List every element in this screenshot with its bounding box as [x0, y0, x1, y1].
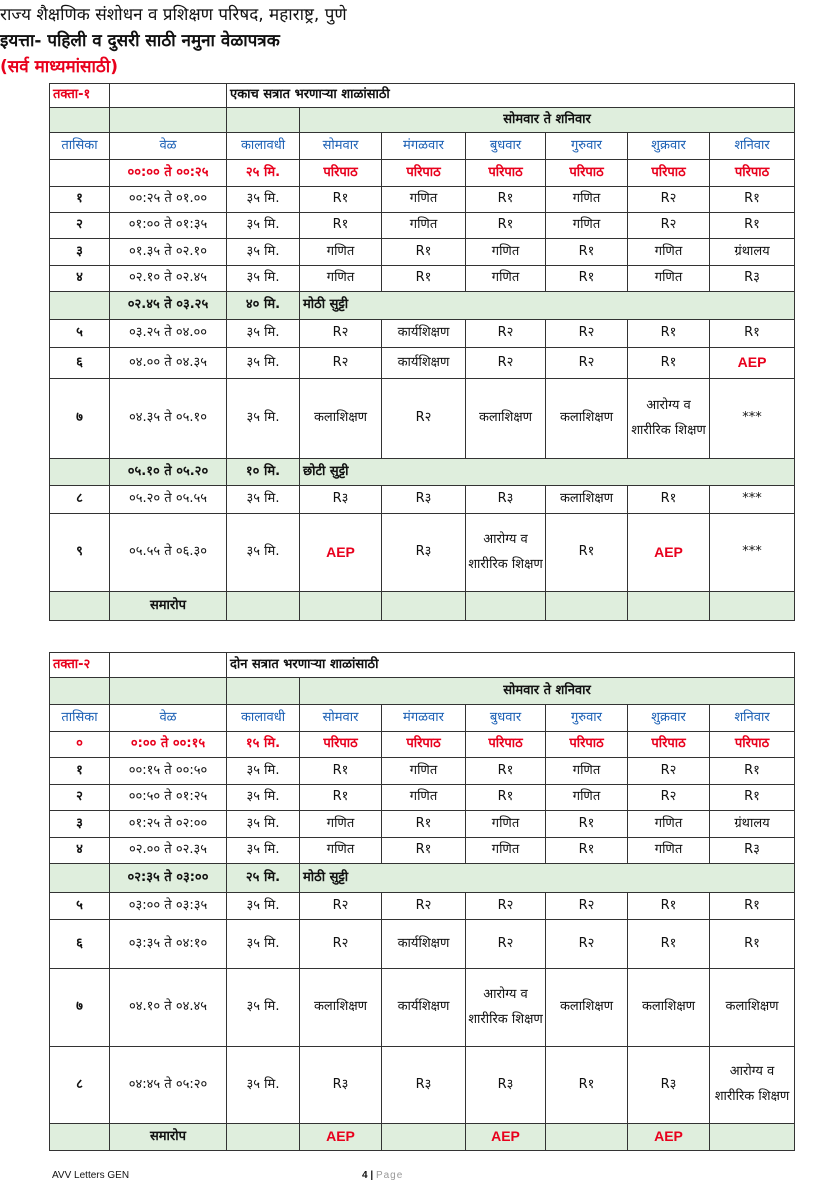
cell: आरोग्य व शारीरिक शिक्षण: [628, 379, 710, 459]
period-duration: १५ मि.: [227, 732, 300, 758]
period-duration: ३५ मि.: [227, 514, 300, 592]
cell: R१: [466, 187, 546, 213]
cell: गणित: [628, 838, 710, 864]
period-time: ०३.२५ ते ०४.००: [110, 320, 227, 348]
cell: R२: [546, 920, 628, 969]
table-row: [50, 758, 795, 785]
cell: R२: [382, 893, 466, 920]
period-duration: ३५ मि.: [227, 758, 300, 785]
cell: कलाशिक्षण: [546, 486, 628, 514]
period-no: १: [50, 187, 110, 213]
cell: गणित: [300, 239, 382, 266]
cell: R१: [628, 320, 710, 348]
cell-aep: AEP: [628, 514, 710, 592]
period-duration: ३५ मि.: [227, 486, 300, 514]
cell: R२: [628, 213, 710, 239]
closing-row: [50, 1124, 795, 1151]
cell: R२: [546, 348, 628, 379]
page-word: Page: [375, 1170, 404, 1181]
break-time: ०२.४५ ते ०३.२५: [110, 292, 227, 320]
col-header: कालावधी: [227, 705, 300, 732]
cell: गणित: [466, 266, 546, 292]
period-time: ०:०० ते ००:१५: [110, 732, 227, 758]
period-time: ०४.०० ते ०४.३५: [110, 348, 227, 379]
period-no: ३: [50, 239, 110, 266]
cell: कलाशिक्षण: [710, 969, 795, 1047]
period-time: ०५.२० ते ०५.५५: [110, 486, 227, 514]
cell: R३: [300, 486, 382, 514]
cell: गणित: [628, 266, 710, 292]
table-row: [50, 160, 795, 187]
cell: R२: [628, 758, 710, 785]
cell-aep: AEP: [300, 1124, 382, 1151]
period-duration: ३५ मि.: [227, 379, 300, 459]
closing-label: समारोप: [110, 1124, 227, 1151]
cell: R२: [300, 920, 382, 969]
cell: गणित: [546, 785, 628, 811]
period-time: ०३:३५ ते ०४:१०: [110, 920, 227, 969]
col-header: बुधवार: [466, 705, 546, 732]
col-header: तासिका: [50, 133, 110, 160]
period-duration: ३५ मि.: [227, 811, 300, 838]
cell: R३: [382, 486, 466, 514]
cell: परिपाठ: [382, 160, 466, 187]
period-no: ६: [50, 348, 110, 379]
cell: ***: [710, 379, 795, 459]
cell: R२: [466, 893, 546, 920]
cell: कलाशिक्षण: [628, 969, 710, 1047]
table-row: [50, 486, 795, 514]
period-duration: ३५ मि.: [227, 213, 300, 239]
cell: R१: [628, 920, 710, 969]
break-row: [50, 459, 795, 486]
table-row: [50, 838, 795, 864]
period-time: ०१:०० ते ०१:३५: [110, 213, 227, 239]
cell: गणित: [466, 811, 546, 838]
break-duration: ४० मि.: [227, 292, 300, 320]
period-time: ०१:२५ ते ०२:००: [110, 811, 227, 838]
col-header: सोमवार: [300, 133, 382, 160]
col-header: मंगळवार: [382, 705, 466, 732]
cell: R३: [710, 266, 795, 292]
cell: कलाशिक्षण: [546, 969, 628, 1047]
cell: R३: [382, 1047, 466, 1124]
cell: R१: [300, 785, 382, 811]
cell: कार्यशिक्षण: [382, 969, 466, 1047]
table-row: [50, 348, 795, 379]
cell: R१: [546, 1047, 628, 1124]
cell: परिपाठ: [628, 732, 710, 758]
col-header: गुरुवार: [546, 705, 628, 732]
cell: परिपाठ: [300, 160, 382, 187]
period-time: ००:०० ते ००:२५: [110, 160, 227, 187]
cell: R१: [546, 838, 628, 864]
cell: गणित: [466, 239, 546, 266]
cell: परिपाठ: [466, 160, 546, 187]
table-tag: तक्ता-१: [50, 84, 110, 108]
break-row: [50, 864, 795, 893]
break-label: मोठी सुट्टी: [300, 864, 795, 893]
cell: R२: [382, 379, 466, 459]
cell: गणित: [628, 239, 710, 266]
cell: गणित: [546, 213, 628, 239]
cell-aep: AEP: [710, 348, 795, 379]
table-row: [50, 785, 795, 811]
period-no: [50, 160, 110, 187]
cell: आरोग्य व शारीरिक शिक्षण: [466, 969, 546, 1047]
col-header: बुधवार: [466, 133, 546, 160]
break-time: ०२:३५ ते ०३:००: [110, 864, 227, 893]
cell: गणित: [628, 811, 710, 838]
cell: R२: [628, 187, 710, 213]
cell: कलाशिक्षण: [466, 379, 546, 459]
cell: परिपाठ: [546, 732, 628, 758]
break-duration: २५ मि.: [227, 864, 300, 893]
closing-label: समारोप: [110, 592, 227, 621]
footer-label: AVV Letters GEN: [52, 1170, 130, 1181]
period-no: ०: [50, 732, 110, 758]
table-row: [50, 732, 795, 758]
col-header: सोमवार: [300, 705, 382, 732]
cell: R१: [710, 758, 795, 785]
cell: R१: [710, 320, 795, 348]
cell: R१: [628, 486, 710, 514]
days-span: सोमवार ते शनिवार: [300, 108, 795, 133]
cell: परिपाठ: [710, 160, 795, 187]
cell: R१: [300, 213, 382, 239]
table-row: [50, 514, 795, 592]
break-label: मोठी सुट्टी: [300, 292, 795, 320]
cell: परिपाठ: [710, 732, 795, 758]
col-header: शनिवार: [710, 705, 795, 732]
timetable-1: [49, 83, 795, 621]
cell: कलाशिक्षण: [300, 379, 382, 459]
cell: R१: [710, 893, 795, 920]
cell: R१: [546, 266, 628, 292]
cell: परिपाठ: [466, 732, 546, 758]
page-number-value: 4: [362, 1170, 368, 1181]
period-time: ००:५० ते ०१:२५: [110, 785, 227, 811]
period-time: ०५.५५ ते ०६.३०: [110, 514, 227, 592]
period-duration: ३५ मि.: [227, 920, 300, 969]
period-duration: ३५ मि.: [227, 1047, 300, 1124]
period-duration: २५ मि.: [227, 160, 300, 187]
col-header: शनिवार: [710, 133, 795, 160]
cell: गणित: [546, 758, 628, 785]
col-header: वेळ: [110, 705, 227, 732]
cell: R२: [466, 320, 546, 348]
cell: परिपाठ: [546, 160, 628, 187]
period-duration: ३५ मि.: [227, 838, 300, 864]
break-duration: १० मि.: [227, 459, 300, 486]
table-tag: तक्ता-२: [50, 653, 110, 678]
cell: R३: [466, 1047, 546, 1124]
cell: ***: [710, 486, 795, 514]
period-duration: ३५ मि.: [227, 893, 300, 920]
cell: R१: [382, 239, 466, 266]
period-no: ४: [50, 266, 110, 292]
period-duration: ३५ मि.: [227, 320, 300, 348]
period-duration: ३५ मि.: [227, 348, 300, 379]
cell: परिपाठ: [300, 732, 382, 758]
cell: R१: [628, 893, 710, 920]
header-title: इयत्ता- पहिली व दुसरी साठी नमुना वेळापत्रक: [0, 31, 280, 51]
period-time: ०४.३५ ते ०५.१०: [110, 379, 227, 459]
closing-row: [50, 592, 795, 621]
cell: R२: [466, 348, 546, 379]
period-time: ०१.३५ ते ०२.१०: [110, 239, 227, 266]
cell: R१: [710, 213, 795, 239]
cell: ग्रंथालय: [710, 811, 795, 838]
cell: R१: [466, 785, 546, 811]
page-number: [362, 1170, 403, 1181]
table-title: एकाच सत्रात भरणाऱ्या शाळांसाठी: [227, 84, 795, 108]
period-no: २: [50, 785, 110, 811]
header-org: राज्य शैक्षणिक संशोधन व प्रशिक्षण परिषद, महाराष्ट्र, पुणे: [0, 5, 347, 25]
header-subtitle: (सर्व माध्यमांसाठी): [0, 57, 118, 77]
period-duration: ३५ मि.: [227, 969, 300, 1047]
period-duration: ३५ मि.: [227, 785, 300, 811]
cell: R१: [382, 838, 466, 864]
period-no: ८: [50, 486, 110, 514]
period-no: ७: [50, 969, 110, 1047]
period-no: १: [50, 758, 110, 785]
cell: गणित: [382, 785, 466, 811]
col-header: वेळ: [110, 133, 227, 160]
cell: R१: [710, 785, 795, 811]
period-no: ३: [50, 811, 110, 838]
period-time: ०२.१० ते ०२.४५: [110, 266, 227, 292]
days-span: सोमवार ते शनिवार: [300, 678, 795, 705]
table-row: [50, 811, 795, 838]
cell: R१: [300, 758, 382, 785]
table-row: [50, 320, 795, 348]
cell: R१: [546, 514, 628, 592]
cell: R१: [382, 266, 466, 292]
cell: R३: [382, 514, 466, 592]
table-row: [50, 1047, 795, 1124]
table-row: [50, 213, 795, 239]
cell-aep: AEP: [466, 1124, 546, 1151]
table-title: दोन सत्रात भरणाऱ्या शाळांसाठी: [227, 653, 795, 678]
period-no: ९: [50, 514, 110, 592]
col-header: तासिका: [50, 705, 110, 732]
cell: R२: [546, 320, 628, 348]
cell: ग्रंथालय: [710, 239, 795, 266]
period-duration: ३५ मि.: [227, 266, 300, 292]
cell: गणित: [300, 811, 382, 838]
period-time: ०४:४५ ते ०५:२०: [110, 1047, 227, 1124]
cell: R२: [300, 348, 382, 379]
period-time: ०३:०० ते ०३:३५: [110, 893, 227, 920]
break-label: छोटी सुट्टी: [300, 459, 795, 486]
period-no: २: [50, 213, 110, 239]
cell: R२: [628, 785, 710, 811]
cell-aep: AEP: [628, 1124, 710, 1151]
cell: आरोग्य व शारीरिक शिक्षण: [710, 1047, 795, 1124]
col-header: कालावधी: [227, 133, 300, 160]
cell: R१: [466, 213, 546, 239]
cell: R१: [710, 920, 795, 969]
cell: R३: [300, 1047, 382, 1124]
cell: गणित: [382, 758, 466, 785]
cell: कार्यशिक्षण: [382, 920, 466, 969]
table-row: [50, 239, 795, 266]
col-header: शुक्रवार: [628, 133, 710, 160]
cell: R३: [466, 486, 546, 514]
cell: R२: [466, 920, 546, 969]
cell: R१: [628, 348, 710, 379]
period-time: ०४.१० ते ०४.४५: [110, 969, 227, 1047]
cell: कार्यशिक्षण: [382, 320, 466, 348]
cell-aep: AEP: [300, 514, 382, 592]
col-header: शुक्रवार: [628, 705, 710, 732]
cell: R१: [382, 811, 466, 838]
cell: कार्यशिक्षण: [382, 348, 466, 379]
col-header: मंगळवार: [382, 133, 466, 160]
col-header: गुरुवार: [546, 133, 628, 160]
period-duration: ३५ मि.: [227, 187, 300, 213]
cell: R२: [300, 320, 382, 348]
cell: गणित: [546, 187, 628, 213]
period-no: ८: [50, 1047, 110, 1124]
table-row: [50, 187, 795, 213]
period-duration: ३५ मि.: [227, 239, 300, 266]
cell: R१: [546, 239, 628, 266]
cell: गणित: [382, 187, 466, 213]
break-row: [50, 292, 795, 320]
cell: R२: [546, 893, 628, 920]
period-no: ७: [50, 379, 110, 459]
period-no: ५: [50, 320, 110, 348]
cell: R१: [710, 187, 795, 213]
period-time: ००:१५ ते ००:५०: [110, 758, 227, 785]
cell: आरोग्य व शारीरिक शिक्षण: [466, 514, 546, 592]
table-row: [50, 379, 795, 459]
page-separator: |: [370, 1170, 374, 1181]
cell: कलाशिक्षण: [546, 379, 628, 459]
cell: परिपाठ: [382, 732, 466, 758]
cell: गणित: [300, 266, 382, 292]
cell: R३: [628, 1047, 710, 1124]
timetable-2: [49, 652, 795, 1151]
cell: R२: [300, 893, 382, 920]
cell: गणित: [466, 838, 546, 864]
cell: R१: [466, 758, 546, 785]
cell: कलाशिक्षण: [300, 969, 382, 1047]
cell: R३: [710, 838, 795, 864]
cell: परिपाठ: [628, 160, 710, 187]
table-row: [50, 266, 795, 292]
cell: गणित: [300, 838, 382, 864]
table-row: [50, 893, 795, 920]
period-time: ०२.०० ते ०२.३५: [110, 838, 227, 864]
period-no: ६: [50, 920, 110, 969]
break-time: ०५.१० ते ०५.२०: [110, 459, 227, 486]
cell: ***: [710, 514, 795, 592]
cell: गणित: [382, 213, 466, 239]
cell: R१: [546, 811, 628, 838]
period-no: ४: [50, 838, 110, 864]
period-time: ००:२५ ते ०१.००: [110, 187, 227, 213]
table-row: [50, 920, 795, 969]
cell: R१: [300, 187, 382, 213]
table-row: [50, 969, 795, 1047]
period-no: ५: [50, 893, 110, 920]
